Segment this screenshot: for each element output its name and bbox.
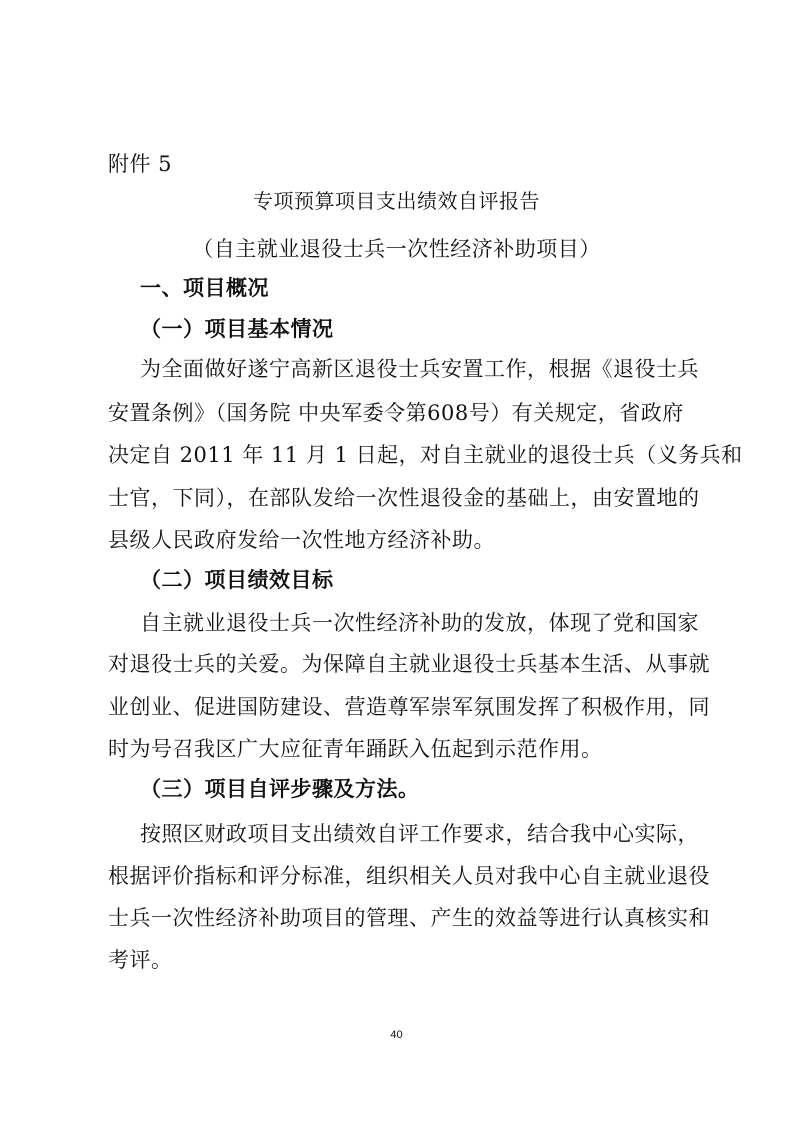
attachment-label: 附件 5: [108, 152, 173, 176]
paragraph-line: 安置条例》（国务院 中央军委令第608号）有关规定，省政府: [108, 401, 684, 425]
paragraph-line: 对退役士兵的关爱。为保障自主就业退役士兵基本生活、从事就: [108, 652, 710, 676]
paragraph-line: 时为号召我区广大应征青年踊跃入伍起到示范作用。: [108, 737, 603, 761]
paragraph-line: 为全面做好遂宁高新区退役士兵安置工作，根据《退役士兵: [140, 357, 699, 381]
paragraph-line: 自主就业退役士兵一次性经济补助的发放，体现了党和国家: [140, 611, 699, 635]
paragraph-line: 根据评价指标和评分标准，组织相关人员对我中心自主就业退役: [108, 864, 710, 888]
report-subtitle: （自主就业退役士兵一次性经济补助项目）: [192, 237, 601, 261]
paragraph-line: 士官，下同），在部队发给一次性退役金的基础上，由安置地的: [108, 486, 700, 510]
paragraph-line: 考评。: [108, 948, 173, 972]
paragraph-line: 按照区财政项目支出绩效自评工作要求，结合我中心实际，: [140, 822, 699, 846]
section-heading-overview: 一、项目概况: [140, 276, 269, 300]
subsection-heading-method: （三）项目自评步骤及方法。: [140, 776, 420, 801]
subsection-heading-basic-info: （一）项目基本情况: [140, 316, 334, 341]
paragraph-line: 县级人民政府发给一次性地方经济补助。: [108, 528, 495, 552]
paragraph-line: 决定自 2011 年 11 月 1 日起，对自主就业的退役士兵（义务兵和: [108, 443, 743, 467]
page-number: 40: [390, 1029, 403, 1041]
paragraph-line: 业创业、促进国防建设、营造尊军崇军氛围发挥了积极作用，同: [108, 695, 710, 719]
paragraph-line: 士兵一次性经济补助项目的管理、产生的效益等进行认真核实和: [108, 906, 710, 930]
subsection-heading-goals: （二）项目绩效目标: [140, 567, 334, 592]
report-title: 专项预算项目支出绩效自评报告: [253, 189, 540, 213]
